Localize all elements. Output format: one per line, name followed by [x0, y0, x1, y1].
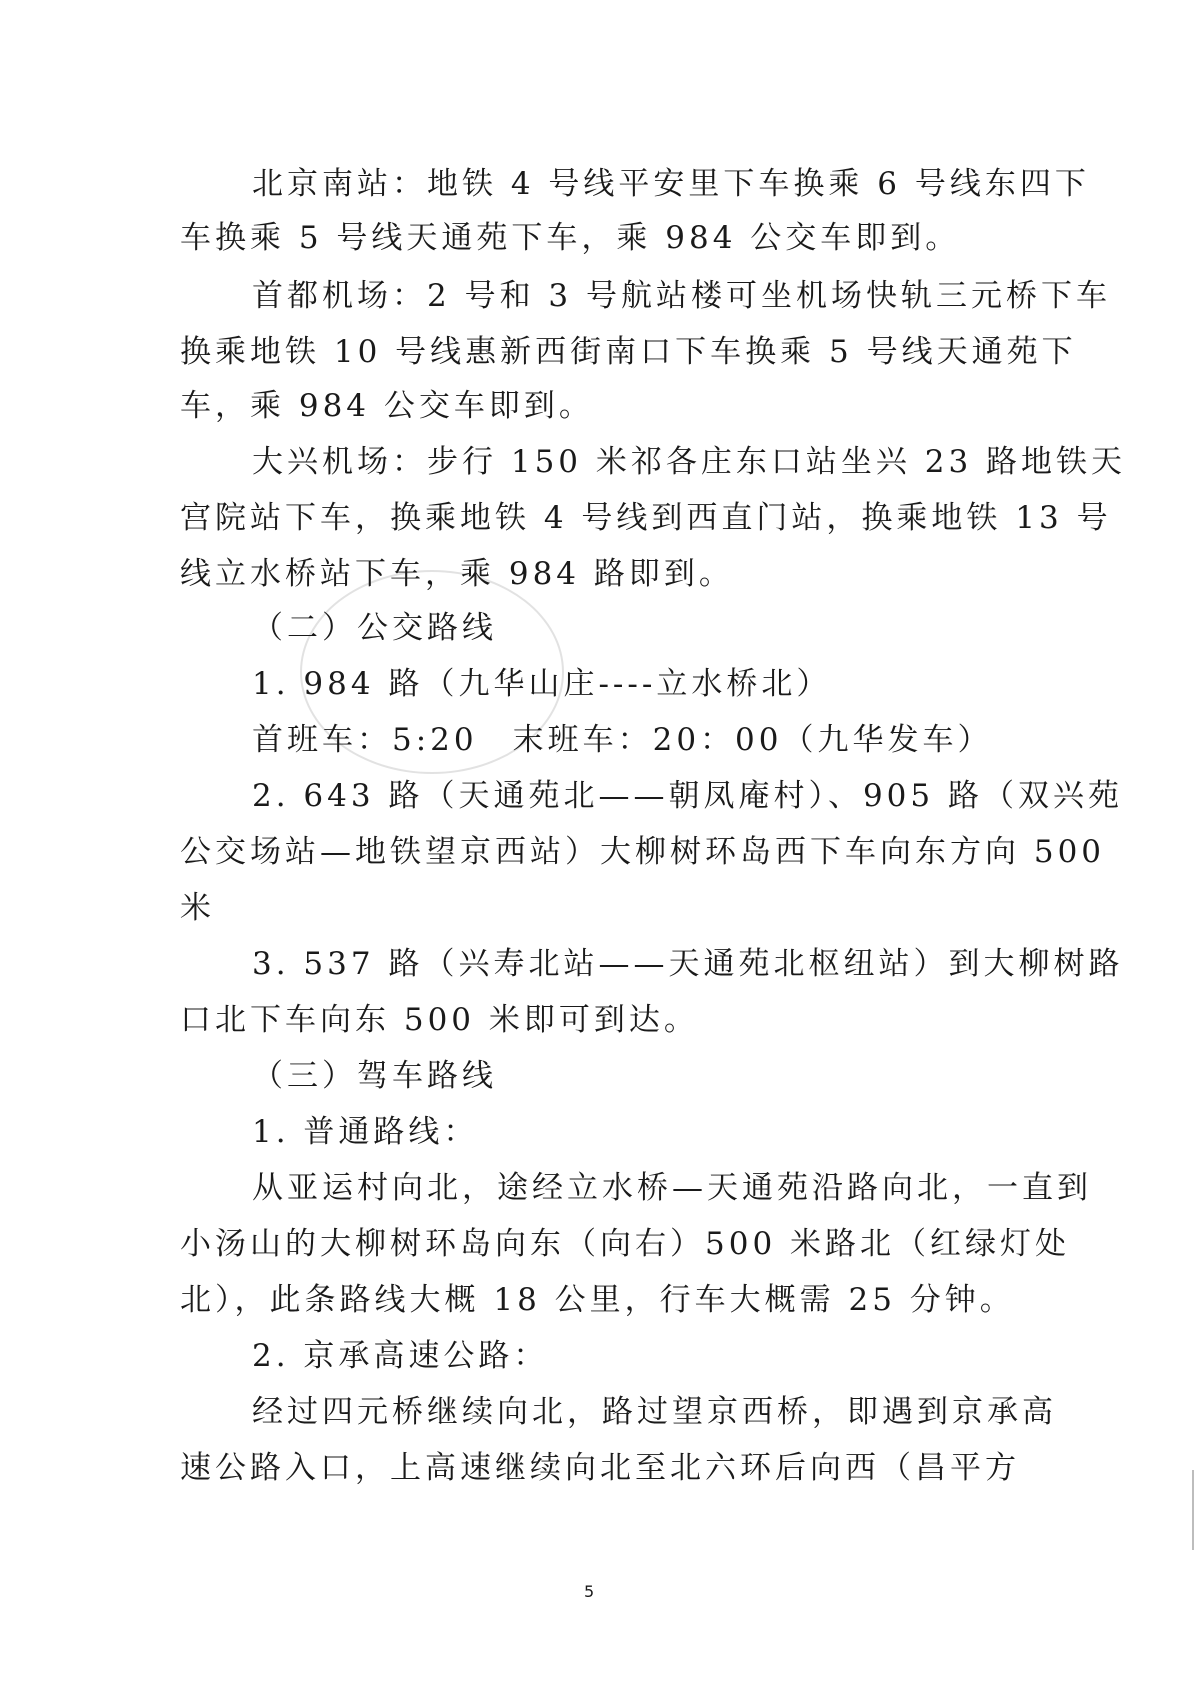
page-number: 5 — [584, 1582, 595, 1601]
paragraph-line: 北京南站：地铁 4 号线平安里下车换乘 6 号线东四下 — [252, 166, 1090, 202]
paragraph-line: 1. 普通路线： — [252, 1114, 479, 1150]
paragraph-line: 首都机场：2 号和 3 号航站楼可坐机场快轨三元桥下车 — [252, 278, 1112, 314]
paragraph-line: 车换乘 5 号线天通苑下车，乘 984 公交车即到。 — [180, 220, 961, 256]
paragraph-line: 首班车：5:20 末班车：20：00（九华发车） — [252, 722, 993, 758]
paragraph-line: 1. 984 路（九华山庄----立水桥北） — [252, 666, 832, 702]
paragraph-line: 从亚运村向北，途经立水桥—天通苑沿路向北，一直到 — [252, 1170, 1092, 1206]
paragraph-line: 2. 京承高速公路： — [252, 1338, 549, 1374]
paragraph-line: 北），此条路线大概 18 公里，行车大概需 25 分钟。 — [180, 1282, 1015, 1318]
paragraph-line: 速公路入口，上高速继续向北至北六环后向西（昌平方 — [180, 1450, 1020, 1486]
section-heading: （二）公交路线 — [252, 610, 497, 646]
paragraph-line: 公交场站—地铁望京西站）大柳树环岛西下车向东方向 500 — [180, 834, 1106, 870]
scan-edge-mark — [1192, 1470, 1194, 1550]
paragraph-line: 车，乘 984 公交车即到。 — [180, 388, 594, 424]
paragraph-line: 3. 537 路（兴寿北站——天通苑北枢纽站）到大柳树路 — [252, 946, 1124, 982]
paragraph-line: 线立水桥站下车，乘 984 路即到。 — [180, 556, 734, 592]
paragraph-line: 经过四元桥继续向北，路过望京西桥，即遇到京承高 — [252, 1394, 1057, 1430]
paragraph-line: 小汤山的大柳树环岛向东（向右）500 米路北（红绿灯处 — [180, 1226, 1071, 1262]
paragraph-line: 2. 643 路（天通苑北——朝凤庵村）、905 路（双兴苑 — [252, 778, 1123, 814]
paragraph-line: 宫院站下车，换乘地铁 4 号线到西直门站，换乘地铁 13 号 — [180, 500, 1112, 536]
paragraph-line: 口北下车向东 500 米即可到达。 — [180, 1002, 699, 1038]
paragraph-line: 换乘地铁 10 号线惠新西街南口下车换乘 5 号线天通苑下 — [180, 334, 1077, 370]
paragraph-line: 大兴机场：步行 150 米祁各庄东口站坐兴 23 路地铁天 — [252, 444, 1127, 480]
section-heading: （三）驾车路线 — [252, 1058, 497, 1094]
paragraph-line: 米 — [180, 890, 215, 926]
